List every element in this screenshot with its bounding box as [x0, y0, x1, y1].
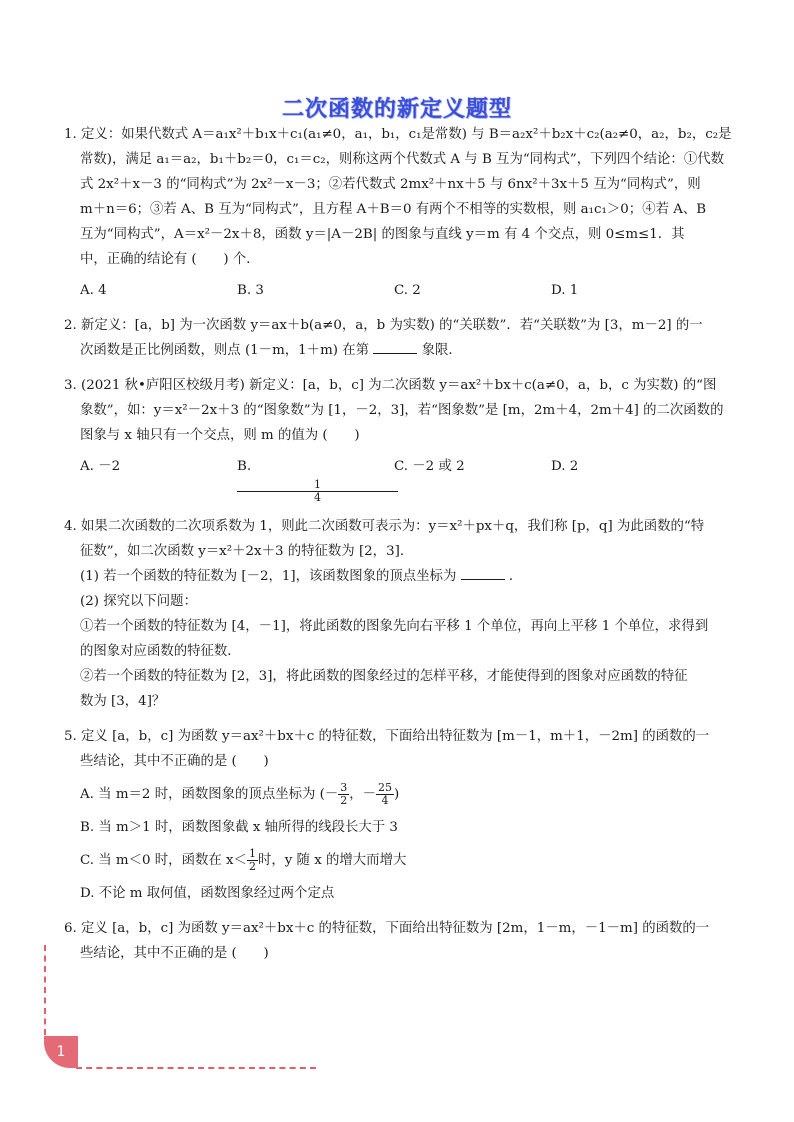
option-d: D. 1	[551, 283, 579, 298]
question-text-line	[64, 338, 740, 363]
question-text-line: 图象与 x 轴只有一个交点，则 m 的值为 ( )	[80, 428, 360, 443]
question-4	[64, 514, 740, 714]
denominator: 2	[340, 794, 348, 807]
question-text: (1) 若一个函数的特征数为 [－2，1]，该函数图象的顶点坐标为	[80, 569, 457, 584]
question-text-line: 的图象对应函数的特征数．	[80, 644, 241, 659]
option-a: A. 4	[80, 283, 107, 298]
question-text-line: 象数”，如：y＝x²－2x＋3 的“图象数”为 [1，－2，3]，若“图象数”是 [m，2m＋4，2m＋4] 的二次函数的	[80, 403, 724, 418]
option-a	[64, 782, 740, 807]
question-6	[64, 916, 740, 966]
option-d: D. 2	[551, 459, 579, 474]
question-text-line: 些结论，其中不正确的是 ( )	[80, 946, 269, 961]
option-c: C. 2	[394, 283, 421, 298]
option-label: B.	[237, 459, 252, 474]
option-c: C. －2 或 2	[394, 459, 465, 474]
question-text-line: 6. 定义 [a，b，c] 为函数 y＝ax²＋bx＋c 的特征数，下面给出特征数为 [2m，1－m，－1－m] 的函数的一	[64, 921, 710, 936]
question-text-line: 式 2x²＋x－3 的“同构式”为 2x²－x－3；②若代数式 2mx²＋nx＋5 与 6nx²＋3x＋5 互为“同构式”，则	[80, 177, 701, 192]
question-text-line: ①若一个函数的特征数为 [4，－1]，将此函数的图象先向右平移 1 个单位，再向上平移 1 个单位，求得到	[80, 619, 709, 634]
question-1	[64, 122, 740, 303]
decorative-dashed-line-vertical	[44, 945, 46, 1035]
question-text-line: 互为“同构式”，A＝x²－2x＋8，函数 y＝|A－2B| 的图象与直线 y＝m 有 4 个交点，则 0≤m≤1．其	[80, 227, 685, 242]
option-text: )	[394, 787, 400, 802]
decorative-dashed-line-horizontal	[76, 1067, 316, 1069]
question-text-line: 中，正确的结论有 ( ) 个．	[80, 252, 260, 267]
denominator: 2	[248, 860, 256, 873]
question-text-line: 征数”，如二次函数 y＝x²＋2x＋3 的特征数为 [2，3]．	[80, 544, 414, 559]
question-list	[64, 122, 740, 976]
question-text-line: 1. 定义：如果代数式 A＝a₁x²＋b₁x＋c₁(a₁≠0，a₁，b₁，c₁是常数) 与 B＝a₂x²＋b₂x＋c₂(a₂≠0，a₂，b₂，c₂是	[64, 127, 732, 142]
option-b: B. 当 m＞1 时，函数图象截 x 轴所得的线段长大于 3	[80, 820, 398, 835]
sub-question-1	[64, 564, 740, 589]
fraction	[376, 782, 394, 807]
fraction	[247, 848, 258, 873]
question-text: 象限．	[421, 343, 462, 358]
question-text-line: 4. 如果二次函数的二次项系数为 1，则此二次函数可表示为：y＝x²＋px＋q，我们称 [p，q] 为此函数的“特	[64, 519, 705, 534]
denominator: 4	[314, 491, 321, 504]
option-text: C. 当 m＜0 时，函数在 x＜	[80, 853, 247, 868]
numerator: 25	[378, 781, 393, 794]
denominator: 4	[381, 794, 389, 807]
page-title: 二次函数的新定义题型	[281, 97, 512, 122]
options-row	[64, 454, 740, 504]
option-a: A. －2	[80, 459, 121, 474]
option-b	[237, 454, 394, 504]
question-text-line: 3. (2021 秋•庐阳区校级月考) 新定义：[a，b，c] 为二次函数 y＝ax²＋bx＋c(a≠0，a，b，c 为实数) 的“图	[64, 378, 717, 393]
page-number-badge: 1	[44, 1036, 78, 1068]
options-row	[64, 278, 740, 303]
question-text-line: 些结论，其中不正确的是 ( )	[80, 754, 269, 769]
question-3	[64, 373, 740, 504]
fraction	[237, 479, 394, 504]
numerator: 1	[237, 479, 398, 492]
sub-question-2: (2) 探究以下问题：	[80, 594, 197, 609]
option-c	[64, 848, 740, 873]
option-d: D. 不论 m 取何值，函数图象经过两个定点	[80, 886, 335, 901]
fraction	[338, 782, 349, 807]
question-5	[64, 724, 740, 906]
option-text: 时，y 随 x 的增大而增大	[257, 853, 407, 868]
numerator: 1	[248, 847, 256, 860]
question-text-line: 数为 [3，4]？	[80, 694, 166, 709]
question-text: ．	[508, 569, 523, 584]
option-b: B. 3	[237, 283, 264, 298]
question-text-line: ②若一个函数的特征数为 [2，3]，将此函数的图象经过的怎样平移，才能使得到的图象对应函数的特征	[80, 669, 688, 684]
numerator: 3	[340, 781, 348, 794]
question-text-line: 常数)，满足 a₁＝a₂，b₁＋b₂＝0，c₁＝c₂，则称这两个代数式 A 与 B 互为“同构式”，下列四个结论：①代数	[80, 152, 724, 167]
answer-blank	[461, 565, 505, 580]
question-text-line: m＋n＝6；③若 A、B 互为“同构式”，且方程 A＋B＝0 有两个不相等的实数根，则 a₁c₁＞0；④若 A、B	[80, 202, 707, 217]
answer-blank	[373, 339, 417, 354]
option-text: A. 当 m＝2 时，函数图象的顶点坐标为 (－	[80, 787, 339, 802]
option-text: ，－	[349, 787, 377, 802]
question-text-line: 5. 定义 [a，b，c] 为函数 y＝ax²＋bx＋c 的特征数，下面给出特征数为 [m－1，m＋1，－2m] 的函数的一	[64, 729, 710, 744]
question-2	[64, 313, 740, 363]
question-text: 次函数是正比例函数，则点 (1－m，1＋m) 在第	[80, 343, 370, 358]
question-text-line: 2. 新定义：[a，b] 为一次函数 y＝ax＋b(a≠0，a，b 为实数) 的“关联数”．若“关联数”为 [3，m－2] 的一	[64, 318, 703, 333]
